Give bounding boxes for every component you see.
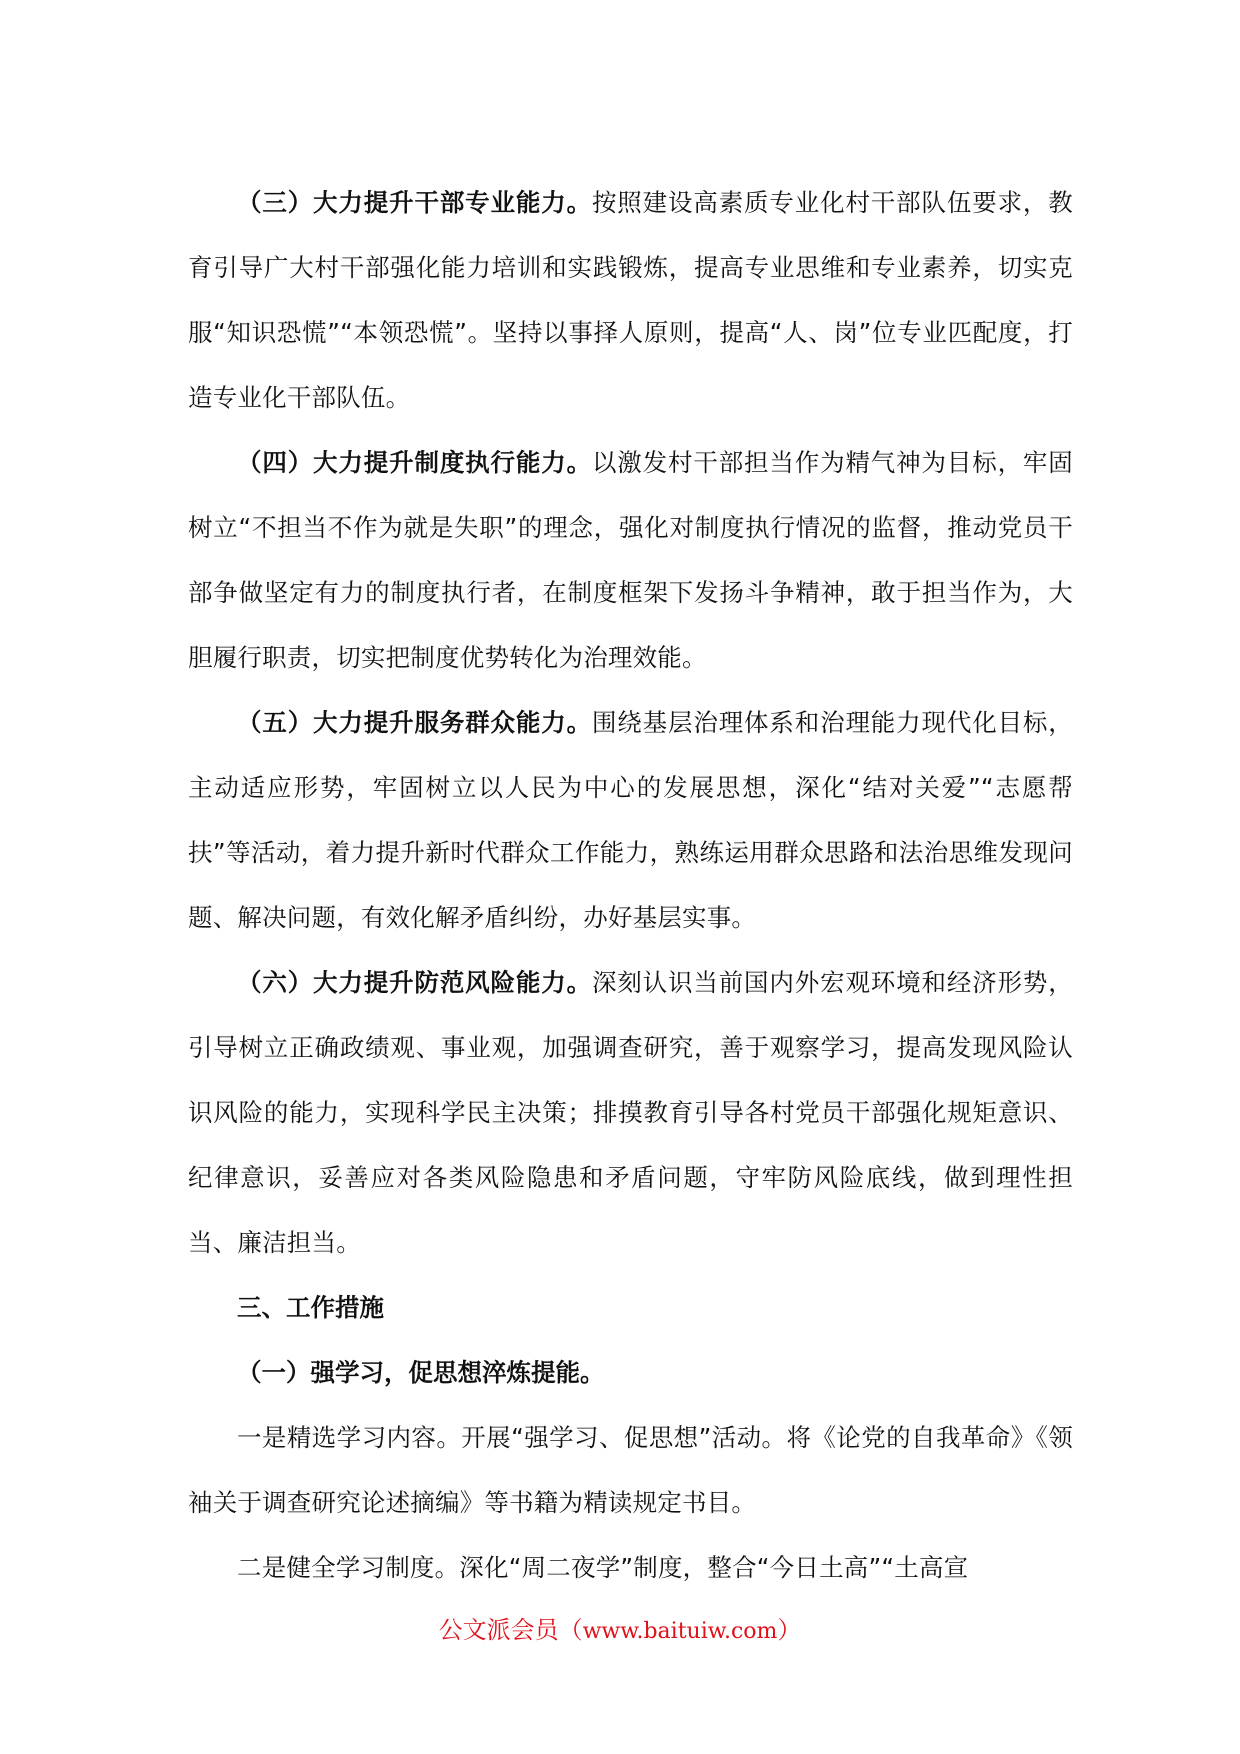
footer-close: ）: [777, 1616, 802, 1644]
footer-name: 公文派会员: [438, 1616, 559, 1644]
section-title: 三、工作措施: [237, 1293, 384, 1322]
paragraph-text: 围绕基层治理体系和治理能力现代化目标，主动适应形势，牢固树立以人民为中心的发展思想，深化“结对关爱”“志愿帮扶”等活动，着力提升新时代群众工作能力，熟练运用群众思路和法治思维发现问题、解决问题，有效化解矛盾纠纷，办好基层实事。: [188, 708, 1073, 932]
subsection-title: （一）强学习，促思想淬炼提能。: [237, 1358, 605, 1387]
paragraph-heading: （五）大力提升服务群众能力。: [237, 708, 592, 737]
paragraph-heading: （四）大力提升制度执行能力。: [237, 448, 592, 477]
paragraph-text: 深刻认识当前国内外宏观环境和经济形势，引导树立正确政绩观、事业观，加强调查研究，善于观察学习，提高发现风险认识风险的能力，实现科学民主决策；排摸教育引导各村党员干部强化规矩意识、纪律意识，妥善应对各类风险隐患和矛盾问题，守牢防风险底线，做到理性担当、廉洁担当。: [188, 968, 1073, 1257]
item-2: 二是健全学习制度。深化“周二夜学”制度，整合“今日土高”“土高宣: [237, 1553, 969, 1582]
paragraph-5: [188, 690, 1073, 950]
item-1: 一是精选学习内容。开展“强学习、促思想”活动。将《论党的自我革命》《领袖关于调查研究论述摘编》等书籍为精读规定书目。: [188, 1423, 1073, 1517]
footer-open: （: [558, 1616, 583, 1644]
paragraph-3: [188, 170, 1073, 430]
paragraph-text: 以激发村干部担当作为精气神为目标，牢固树立“不担当不作为就是失职”的理念，强化对制度执行情况的监督，推动党员干部争做坚定有力的制度执行者，在制度框架下发扬斗争精神，敢于担当作为，大胆履行职责，切实把制度优势转化为治理效能。: [188, 448, 1073, 672]
paragraph-text: 按照建设高素质专业化村干部队伍要求，教育引导广大村干部强化能力培训和实践锻炼，提高专业思维和专业素养，切实克服“知识恐慌”“本领恐慌”。坚持以事择人原则，提高“人、岗”位专业匹配度，打造专业化干部队伍。: [188, 188, 1073, 412]
document-body: [188, 170, 1073, 1600]
watermark-footer: [0, 1610, 1240, 1645]
paragraph-4: [188, 430, 1073, 690]
footer-url[interactable]: www.baituiw.com: [582, 1619, 778, 1644]
paragraph-heading: （三）大力提升干部专业能力。: [237, 188, 592, 217]
paragraph-heading: （六）大力提升防范风险能力。: [237, 968, 592, 997]
paragraph-6: [188, 950, 1073, 1275]
